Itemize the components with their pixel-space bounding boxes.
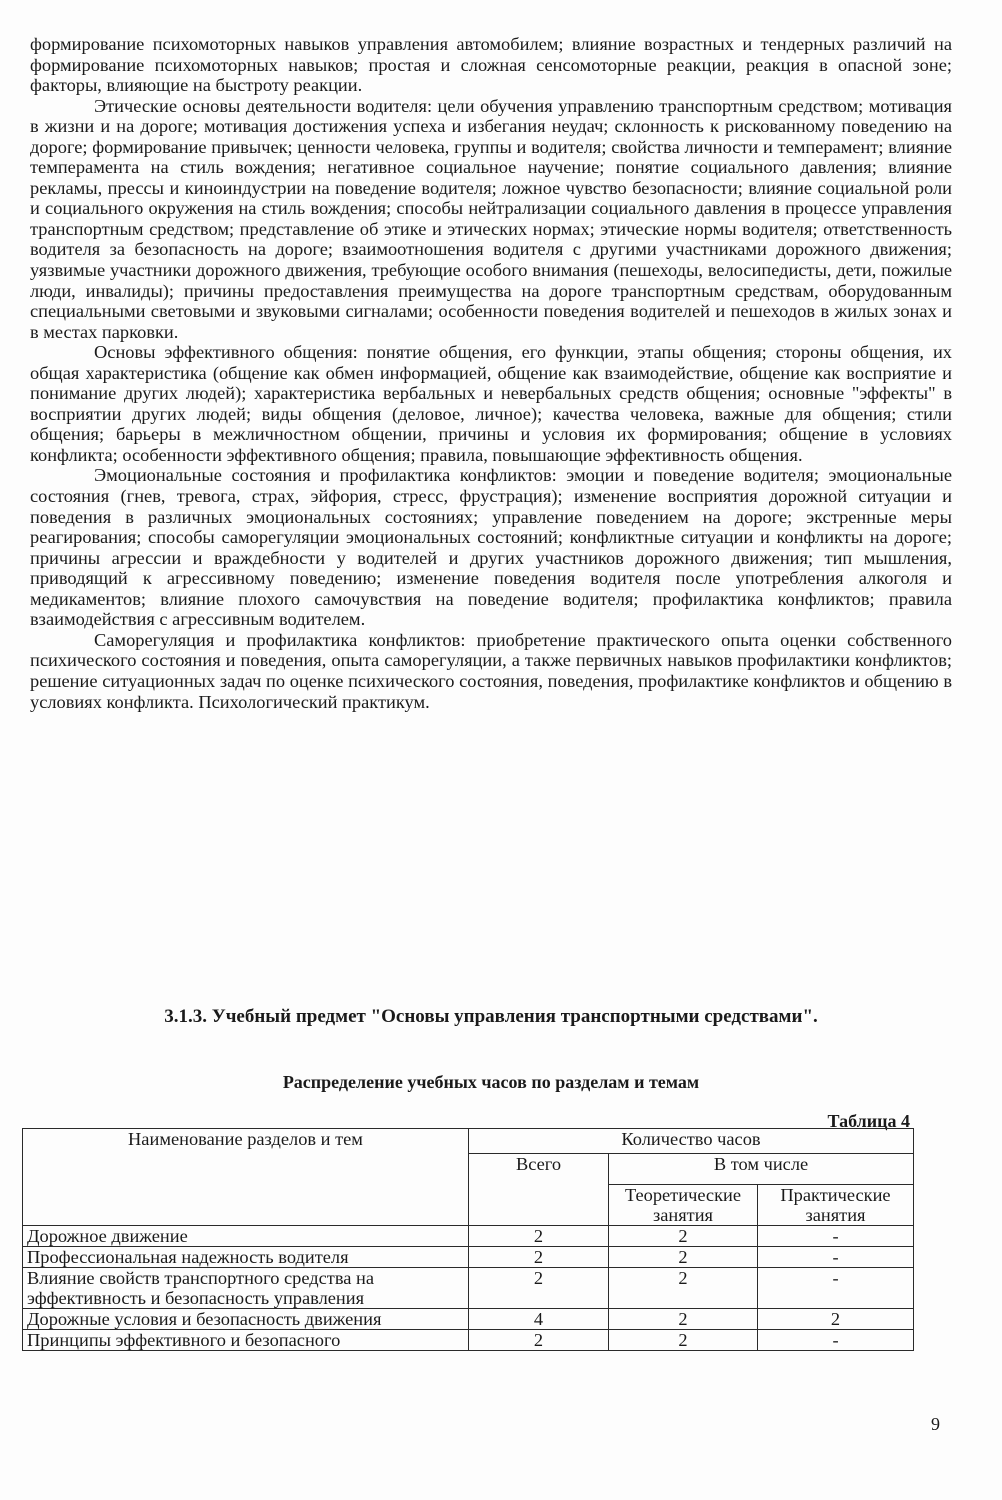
paragraph-continuation: формирование психомоторных навыков управления автомобилем; влияние возрастных и тендерных различий на формирование психомоторных навыков; простая и сложная сенсомоторные реакции, реакция в опасной зоне; факторы, влияющие на быстроту реакции. — [30, 34, 952, 96]
header-including: В том числе — [609, 1154, 914, 1185]
row-total: 2 — [469, 1247, 609, 1268]
table-row — [23, 1268, 914, 1309]
table-row — [23, 1247, 914, 1268]
hours-table — [22, 1128, 914, 1351]
document-page — [27, 34, 952, 1350]
table-caption: Распределение учебных часов по разделам и темам — [282, 1072, 700, 1092]
row-total: 4 — [469, 1309, 609, 1330]
row-theory: 2 — [609, 1247, 758, 1268]
header-practice: Практические занятия — [758, 1185, 914, 1226]
table-label: Таблица 4 — [827, 1111, 910, 1131]
row-total: 2 — [469, 1330, 609, 1351]
header-name: Наименование разделов и тем — [23, 1129, 469, 1226]
paragraph-communication: Основы эффективного общения: понятие общения, его функции, этапы общения; стороны общения, их общая характеристика (общение как обмен информацией, общение как взаимодействие, общение как восприятие и понимание других людей); характеристика вербальных и невербальных средств общения; основные "эффекты" в восприятии других людей; виды общения (деловое, личное); качества человека, важные для общения; стили общения; барьеры в межличностном общении, причины и условия их формирования; общение в условиях конфликта; особенности эффективного общения; правила, повышающие эффективность общения. — [30, 342, 952, 465]
row-theory: 2 — [609, 1330, 758, 1351]
row-total: 2 — [469, 1226, 609, 1247]
table-row — [23, 1330, 914, 1351]
header-theory: Теоретические занятия — [609, 1185, 758, 1226]
row-practice: - — [758, 1268, 914, 1309]
row-practice: - — [758, 1226, 914, 1247]
paragraph-self-regulation: Саморегуляция и профилактика конфликтов: приобретение практического опыта оценки собственного психического состояния и поведения, опыта саморегуляции, а также первичных навыков профилактики конфликтов; решение ситуационных задач по оценке психического состояния, поведения, профилактике конфликтов и общению в условиях конфликта. Психологический практикум. — [30, 629, 952, 712]
row-practice: - — [758, 1330, 914, 1351]
row-name: Дорожные условия и безопасность движения — [23, 1309, 469, 1330]
section-heading: 3.1.3. Учебный предмет "Основы управления транспортными средствами". — [164, 1006, 818, 1027]
row-name: Профессиональная надежность водителя — [23, 1247, 469, 1268]
header-total: Всего — [469, 1154, 609, 1226]
row-practice: - — [758, 1247, 914, 1268]
row-total: 2 — [469, 1268, 609, 1309]
row-theory: 2 — [609, 1268, 758, 1309]
page-number: 9 — [931, 1414, 940, 1434]
table-row — [23, 1309, 914, 1330]
table-row — [23, 1226, 914, 1247]
row-practice: 2 — [758, 1309, 914, 1330]
row-theory: 2 — [609, 1226, 758, 1247]
paragraph-ethics: Этические основы деятельности водителя: цели обучения управлению транспортным средством; мотивация в жизни и на дороге; мотивация достижения успеха и избегания неудач; склонность к рискованному поведению на дороге; формирование привычек; ценности человека, группы и водителя; свойства личности и темперамент; влияние темперамента на стиль вождения; негативное социальное научение; понятие социального давления; влияние рекламы, прессы и киноиндустрии на поведение водителя; ложное чувство безопасности; влияние социальной роли и социального окружения на стиль вождения; способы нейтрализации социального давления в процессе управления транспортным средством; представление об этике и этических нормах; этические нормы водителя; ответственность водителя за безопасность на дороге; взаимоотношения водителя с другими участниками дорожного движения; уязвимые участники дорожного движения, требующие особого внимания (пешеходы, велосипедисты, дети, пожилые люди, инвалиды); причины предоставления преимущества на дороге транспортным средствам, оборудованным специальными световыми и звуковыми сигналами; особенности поведения водителей и пешеходов в жилых зонах и в местах парковки. — [30, 95, 952, 342]
row-theory: 2 — [609, 1309, 758, 1330]
row-name: Влияние свойств транспортного средства на эффективность и безопасность управления — [23, 1268, 469, 1309]
row-name: Дорожное движение — [23, 1226, 469, 1247]
header-quantity: Количество часов — [469, 1129, 914, 1154]
row-name: Принципы эффективного и безопасного — [23, 1330, 469, 1351]
paragraph-emotions: Эмоциональные состояния и профилактика конфликтов: эмоции и поведение водителя; эмоциональные состояния (гнев, тревога, страх, эйфория, стресс, фрустрация); изменение восприятия дорожной ситуации и поведения в различных эмоциональных состояниях; управление поведением на дороге; экстренные меры реагирования; способы саморегуляции эмоциональных состояний; конфликтные ситуации и конфликты на дороге; причины агрессии и враждебности у водителей и других участников дорожного движения; тип мышления, приводящий к агрессивному поведению; изменение поведения водителя после употребления алкоголя и медикаментов; влияние плохого самочувствия на поведение водителя; профилактика конфликтов; правила взаимодействия с агрессивным водителем. — [30, 465, 952, 630]
